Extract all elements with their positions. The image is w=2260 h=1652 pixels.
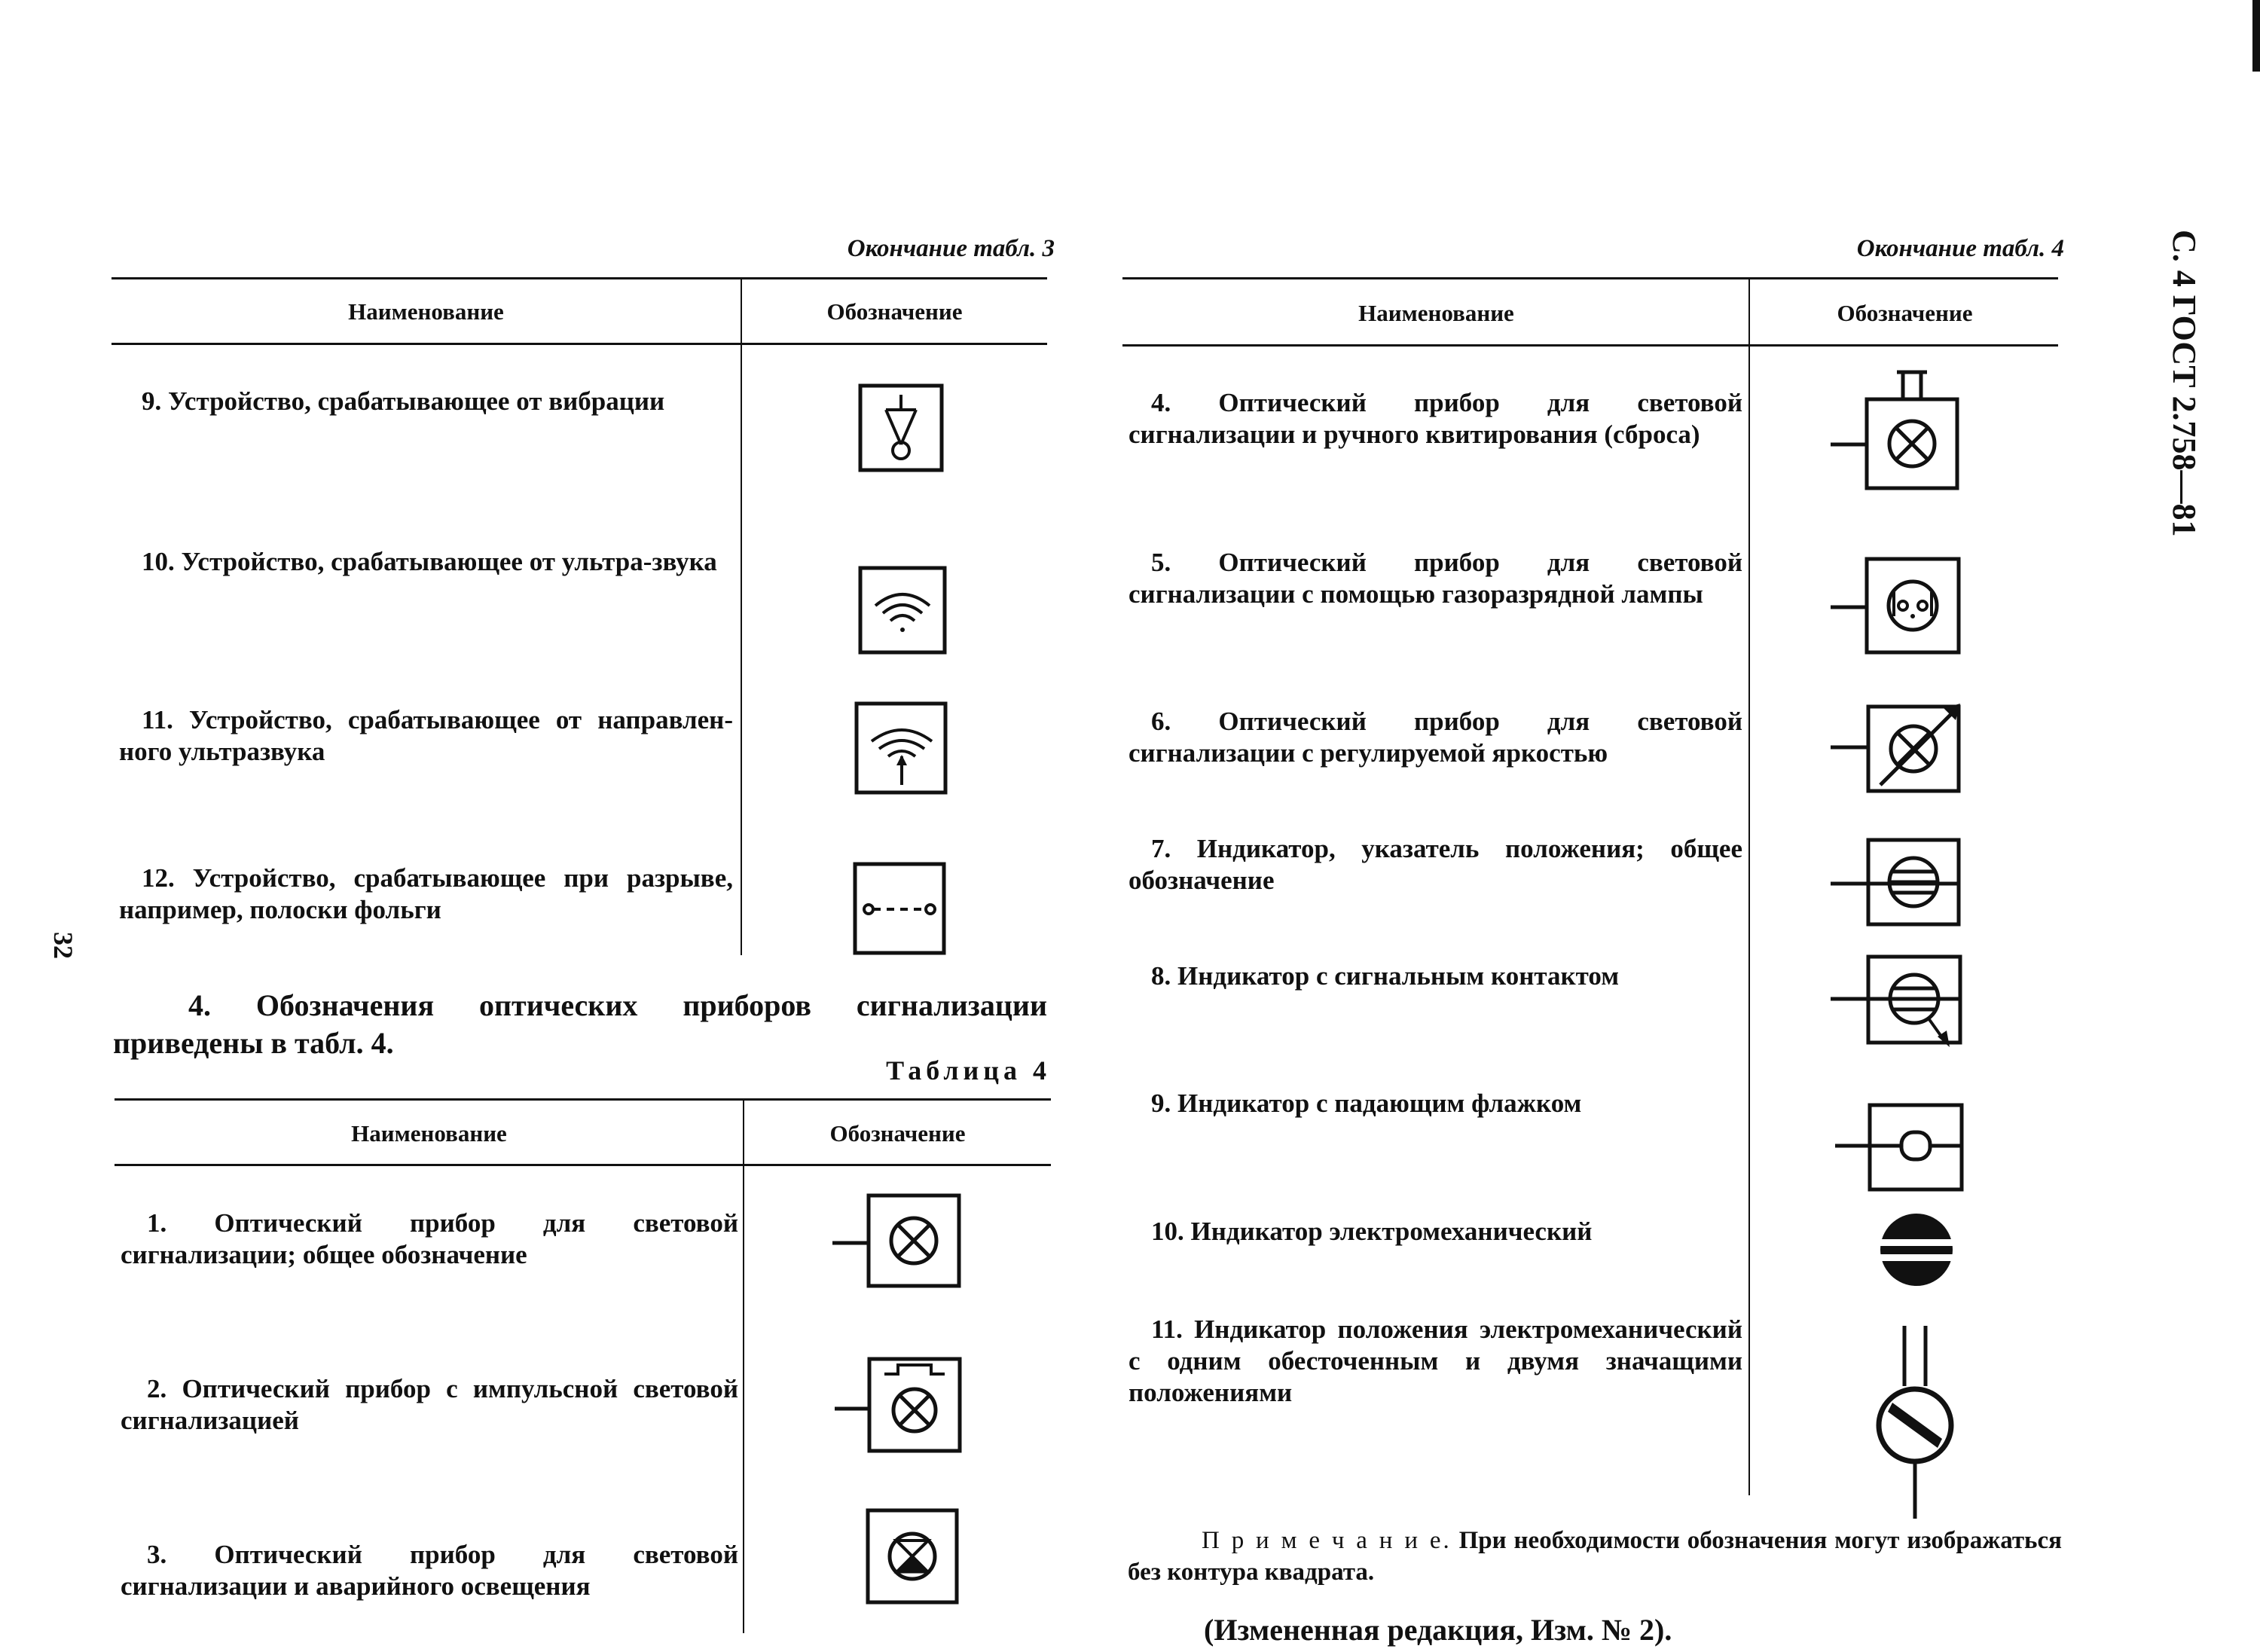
right-table-col-name: Наименование [1358,300,1514,326]
table4-col-name: Наименование [351,1120,507,1147]
left-table-col-symbol: Обозначение [826,298,963,325]
table4-col-divider [743,1098,744,1633]
vibration-icon [859,384,945,477]
optical-emergency-icon [866,1509,960,1609]
position-indicator-icon [1874,1326,1957,1525]
page-header-vertical: С. 4 ГОСТ 2.758—81 [2166,230,2203,537]
adjustable-brightness-icon [1831,701,1974,799]
revision: (Измененная редакция, Изм. № 2). [1204,1613,1672,1647]
directed-ultrasound-icon [855,702,949,800]
ultrasound-icon [859,566,948,659]
table4-row-2: 2. Оптический прибор с импульсной световой сигнализацией [121,1374,738,1435]
falling-flag-icon [1835,1104,1971,1196]
left-table-top-rule [111,277,1047,279]
table4-row-1: 1. Оптический прибор для световой сигнализации; общее обозначение [121,1208,738,1269]
table4-header-rule [115,1164,1051,1166]
note-body: При необходимости обозначения могут изображаться без контура квадрата. [1128,1527,2063,1586]
left-table-col-name: Наименование [348,298,504,325]
right-row-5: 5. Оптический прибор для световой сигнализации с помощью газоразрядной лампы [1128,548,1742,609]
optical-reset-icon [1831,369,1966,493]
indicator-contact-icon [1831,955,1970,1053]
right-table-col-symbol: Обозначение [1837,300,1973,326]
right-row-9: 9. Индикатор с падающим флажком [1151,1089,1582,1118]
left-row-9: 9. Устройство, срабатывающее от вибрации [142,386,665,416]
right-table-top-rule [1122,277,2058,279]
paragraph-4: 4. Обозначения оптических приборов сигнализации приведены в табл. 4. [113,988,1047,1060]
right-row-4: 4. Оптический прибор для световой сигнализации и ручного квитирования (сброса) [1128,388,1742,449]
optical-pulse-icon [835,1356,963,1458]
left-row-11: 11. Устройство, срабатывающее от направлен-ного ультразвука [119,705,733,766]
table4-top-rule [115,1098,1051,1101]
table4-col-symbol: Обозначение [829,1120,966,1147]
right-table-header-rule [1122,344,2058,347]
foil-break-icon [854,863,948,960]
right-row-8: 8. Индикатор с сигнальным контактом [1151,961,1620,991]
left-table-header-rule [111,343,1047,345]
table4-row-3: 3. Оптический прибор для световой сигнализации и аварийного освещения [121,1540,738,1601]
right-row-6: 6. Оптический прибор для световой сигнализации с регулируемой яркостью [1128,707,1742,768]
left-row-12: 12. Устройство, срабатывающее при разрыве, например, полоски фольги [119,863,733,924]
page-number: 32 [48,932,78,959]
note-label: П р и м е ч а н и е. [1202,1527,1452,1554]
left-row-10: 10. Устройство, срабатывающее от ультра-звука [142,547,717,576]
electromech-indicator-icon [1877,1211,1956,1293]
indicator-icon [1831,838,1966,931]
scan-edge-bar [2252,0,2260,72]
left-table-caption: Окончание табл. 3 [847,235,1055,262]
note [1128,1525,2062,1588]
right-row-11: 11. Индикатор положения электромеханический с одним обесточенным и двумя значащими положениями [1128,1315,1742,1407]
right-row-10: 10. Индикатор электромеханический [1151,1217,1593,1246]
optical-lamp-icon [832,1194,960,1292]
right-row-7: 7. Индикатор, указатель положения; общее обозначение [1128,834,1742,895]
right-table-caption: Окончание табл. 4 [1856,235,2064,262]
table4-caption: Таблица 4 [886,1055,1051,1086]
gas-discharge-icon [1831,557,1966,659]
right-table-col-divider [1748,277,1750,1495]
left-table-col-divider [741,277,742,955]
